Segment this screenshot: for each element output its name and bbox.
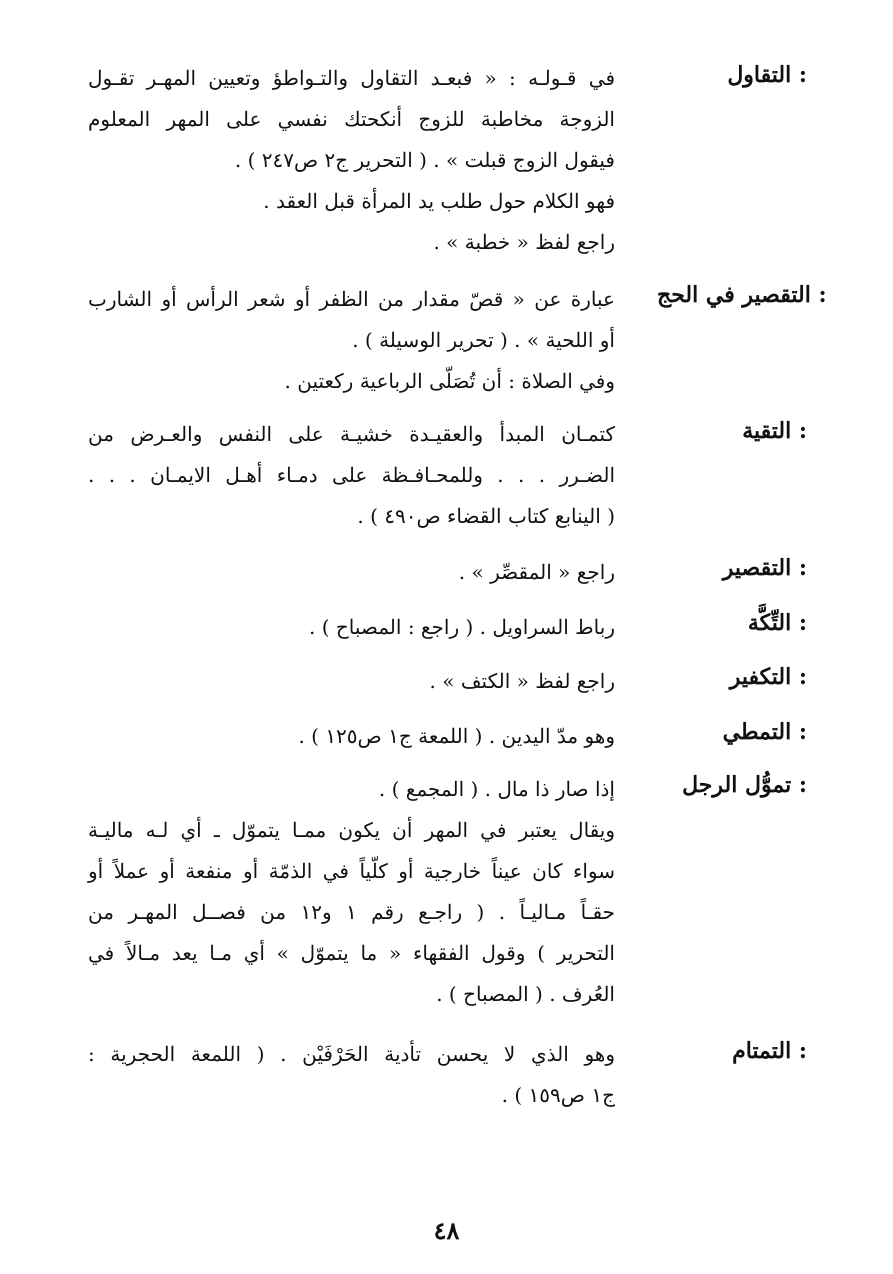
entry-term: تموُّل الرجل : [682,772,807,798]
definition-line: وهو مدّ اليدين . ( اللمعة ج١ ص١٢٥ ) . [298,724,615,748]
entry-definition [88,661,615,702]
definition-line: كتمـان المبدأ والعقيـدة خشيـة على النفس والعـرض من [88,422,615,446]
entry-term: التقصير في الحج : [657,282,827,308]
definition-line: راجع لفظ « خطبة » . [433,230,615,254]
entry-term: التقصير : [722,555,807,581]
definition-line: فهو الكلام حول طلب يد المرأة قبل العقد . [263,189,615,213]
entry-definition [88,279,615,402]
definition-line: إذا صار ذا مال . ( المجمع ) . [378,777,615,801]
entry-term: التقاول : [727,62,807,88]
definition-line: راجع لفظ « الكتف » . [429,669,615,693]
definition-line: وهو الذي لا يحسن تأدية الحَرْفَيْن . ( اللمعة الحجرية : [88,1042,615,1066]
page-number: ٤٨ [433,1216,460,1245]
definition-line: ج١ ص١٥٩ ) . [501,1083,615,1107]
definition-line: أو اللحية » . ( تحرير الوسيلة ) . [352,328,615,352]
entry-definition [88,1034,615,1116]
definition-line: وفي الصلاة : أن تُصَلّى الرباعية ركعتين . [284,369,615,393]
definition-line: في قـولـه : « فبعـد التقاول والتـواطؤ وتعيين المهـر تقـول [88,66,615,90]
entry-term: التقية : [742,418,807,444]
definition-line: حقـاً مـاليـاً . ( راجـع رقم ١ و١٢ من فصــل المهـر من [88,900,616,924]
definition-line: رباط السراويل . ( راجع : المصباح ) . [308,615,615,639]
entry-term: التِّكَّة : [747,610,807,636]
entry-term: التمتام : [732,1038,807,1064]
entry-definition [88,552,615,593]
definition-line: ويقال يعتبر في المهر أن يكون ممـا يتموّل ـ أي لـه ماليـة [88,818,615,842]
definition-line: الزوجة مخاطبة للزوج أنكحتك نفسي على المهر المعلوم [88,107,615,131]
definition-line: عبارة عن « قصّ مقدار من الظفر أو شعر الرأس أو الشارب [88,287,615,311]
definition-line: الضـرر . . . وللمحـافـظة على دمـاء أهـل الايمـان . . . [88,463,615,487]
entry-term: التكفير : [729,664,807,690]
entry-definition [88,414,615,537]
definition-line: سواء كان عيناً خارجية أو كلّياً في الذمّة أو منفعة أو عملاً أو [88,859,615,883]
definition-line: التحرير ) وقول الفقهاء « ما يتموّل » أي مـا يعد مـالاً في [88,941,615,965]
definition-line: العُرف . ( المصباح ) . [436,982,615,1006]
entry-definition-continued [88,810,615,1015]
entry-term: التمطي : [722,719,807,745]
entry-definition [88,769,615,810]
definition-line: راجع « المقصِّر » . [458,560,615,584]
definition-line: فيقول الزوج قبلت » . ( التحرير ج٢ ص٢٤٧ ) . [234,148,615,172]
entry-definition [88,607,615,648]
definition-line: ( الينابع كتاب القضاء ص٤٩٠ ) . [357,504,615,528]
entry-definition [88,58,615,263]
entry-definition [88,716,615,757]
